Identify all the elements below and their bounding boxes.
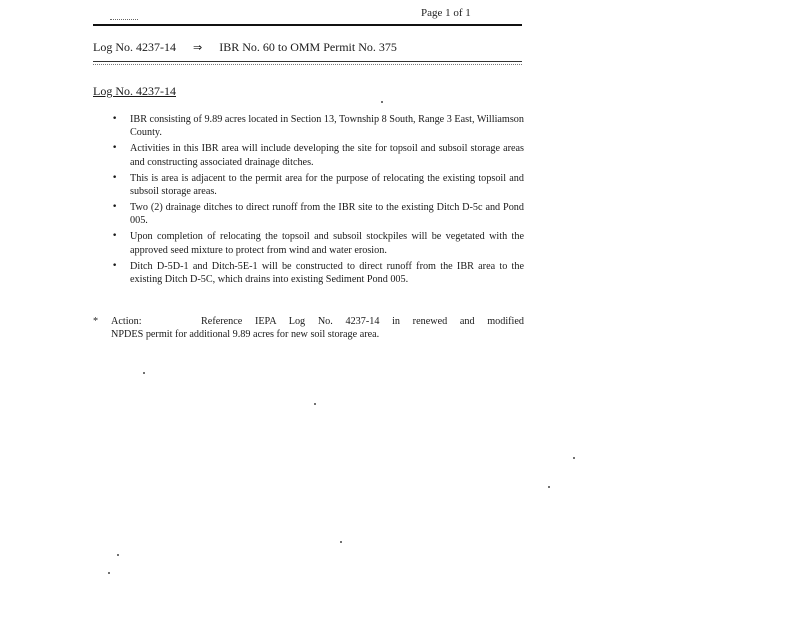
scan-speck (314, 403, 316, 405)
header-rule (93, 61, 522, 62)
bullet-icon: • (112, 143, 118, 154)
list-item: • Ditch D-5D-1 and Ditch-5E-1 will be constructed to direct runoff from the IBR area to the existing Ditch D-5C, which drains into existing Sediment Pond 005. (112, 260, 524, 285)
bullet-list (112, 113, 524, 289)
bullet-icon: • (112, 260, 118, 271)
top-rule-marks (110, 19, 138, 20)
header-line (93, 40, 397, 55)
section-title: Log No. 4237-14 (93, 84, 176, 98)
action-text-line2: NPDES permit for additional 9.89 acres for new soil storage area. (111, 329, 380, 341)
scan-speck (573, 457, 575, 459)
scan-speck (340, 541, 342, 543)
bullet-icon: • (112, 172, 118, 183)
action-text-line1: Reference IEPA Log No. 4237-14 in renewed and modified (201, 316, 524, 327)
action-label: Action: (111, 316, 142, 327)
list-item: • Upon completion of relocating the topsoil and subsoil stockpiles will be vegetated with the approved seed mixture to protect from wind and water erosion. (112, 231, 524, 256)
scan-speck (117, 554, 119, 556)
list-item: • Activities in this IBR area will include developing the site for topsoil and subsoil storage areas and constructing associated drainage ditches. (112, 143, 524, 168)
scan-speck (548, 486, 550, 488)
scan-speck (143, 372, 145, 374)
header-permit: IBR No. 60 to OMM Permit No. 375 (219, 40, 397, 54)
top-rule (93, 24, 522, 26)
list-item: • Two (2) drainage ditches to direct runoff from the IBR site to the existing Ditch D-5c and Pond 005. (112, 201, 524, 227)
scan-speck (381, 101, 383, 103)
bullet-icon: • (112, 201, 118, 212)
list-item: • IBR consisting of 9.89 acres located in Section 13, Township 8 South, Range 3 East, Williamson County. (112, 114, 524, 139)
bullet-icon: • (112, 114, 118, 124)
asterisk-icon: * (93, 316, 99, 327)
header-log-number: Log No. 4237-14 (93, 40, 176, 54)
list-item: • This is area is adjacent to the permit area for the purpose of relocating the existing topsoil and subsoil storage areas. (112, 172, 524, 198)
action-note (93, 315, 524, 342)
page-number: Page 1 of 1 (421, 7, 471, 19)
bullet-icon: • (112, 231, 118, 242)
scan-speck (108, 572, 110, 574)
header-rule-dotted (93, 64, 522, 65)
arrow-icon: ⇒ (193, 41, 203, 54)
